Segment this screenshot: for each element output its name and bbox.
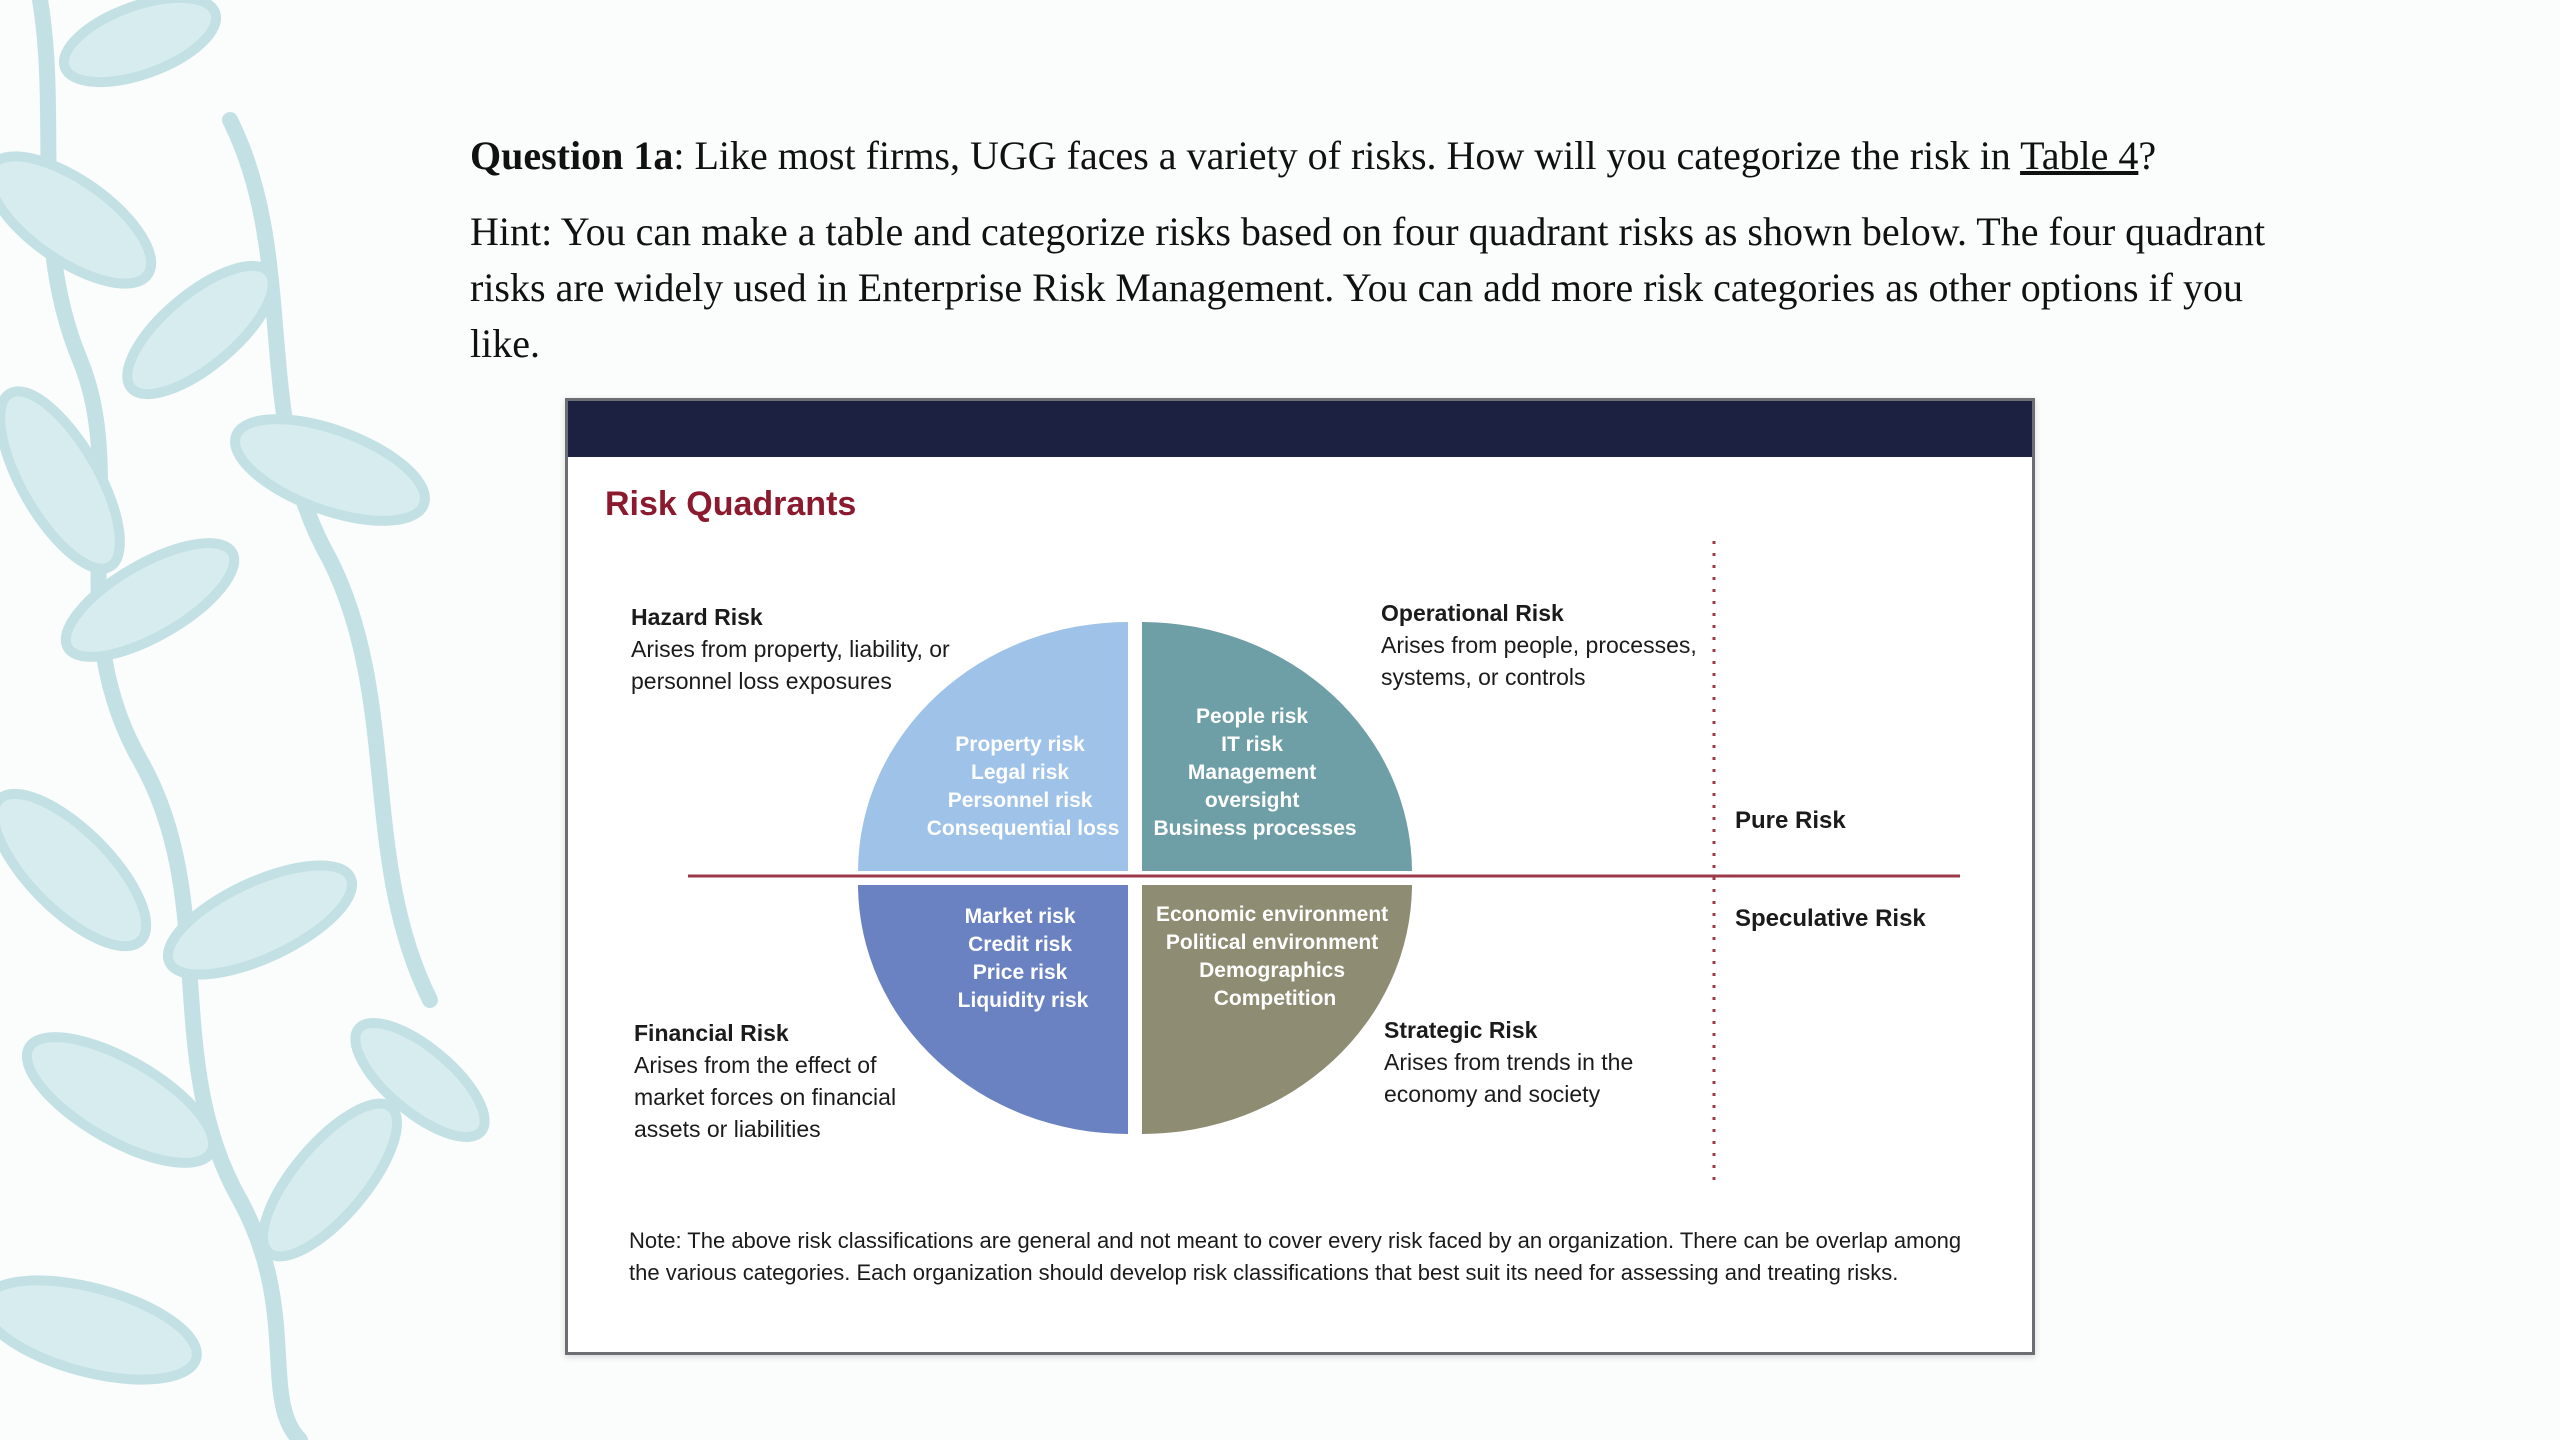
risk-quadrant-diagram [568, 401, 2032, 1352]
hint-text: Hint: You can make a table and categorize risks based on four quadrant risks as shown below. The four quadrant risks are widely used in Enterprise Risk Management. You can add more risk categories as other options if you like. [470, 209, 2266, 366]
financial-risk-label [634, 1017, 944, 1145]
question-body: : Like most firms, UGG faces a variety of risks. How will you categorize the risk in [673, 133, 2021, 178]
speculative-risk-label: Speculative Risk [1735, 905, 1926, 932]
strategic-risk-description: Arises from trends in the economy and society [1384, 1049, 1634, 1107]
risk-quadrants-figure [565, 398, 2035, 1355]
table-4-link[interactable]: Table 4 [2020, 133, 2139, 178]
operational-risk-label [1381, 597, 1741, 693]
figure-note: Note: The above risk classifications are general and not meant to cover every risk faced by an organization. There can be overlap among the various categories. Each organization should develop risk classifications that best suit its need for assessing and treating risks. [629, 1228, 1962, 1285]
operational-risk-heading: Operational Risk [1381, 600, 1564, 626]
hazard-items: Property risk Legal risk Personnel risk Consequential loss [926, 733, 1120, 840]
figure-title: Risk Quadrants [605, 485, 857, 523]
hazard-risk-heading: Hazard Risk [631, 604, 763, 630]
hazard-risk-label [631, 601, 971, 697]
question-label: Question 1a [470, 133, 674, 178]
question-end: ? [2138, 133, 2157, 178]
operational-risk-description: Arises from people, processes, systems, or controls [1381, 632, 1697, 690]
operational-items: People risk IT risk Management oversight Business processes [1153, 705, 1357, 840]
financial-risk-description: Arises from the effect of market forces on financial assets or liabilities [634, 1052, 897, 1142]
hazard-risk-description: Arises from property, liability, or personnel loss exposures [631, 636, 950, 694]
financial-risk-heading: Financial Risk [634, 1020, 789, 1046]
pure-risk-label: Pure Risk [1735, 807, 1846, 834]
question-text [470, 128, 2310, 184]
strategic-items: Economic environment Political environment Demographics Competition [1155, 903, 1389, 1010]
financial-items: Market risk Credit risk Price risk Liquidity risk [957, 905, 1089, 1012]
strategic-risk-label [1384, 1014, 1714, 1110]
strategic-risk-heading: Strategic Risk [1384, 1017, 1538, 1043]
